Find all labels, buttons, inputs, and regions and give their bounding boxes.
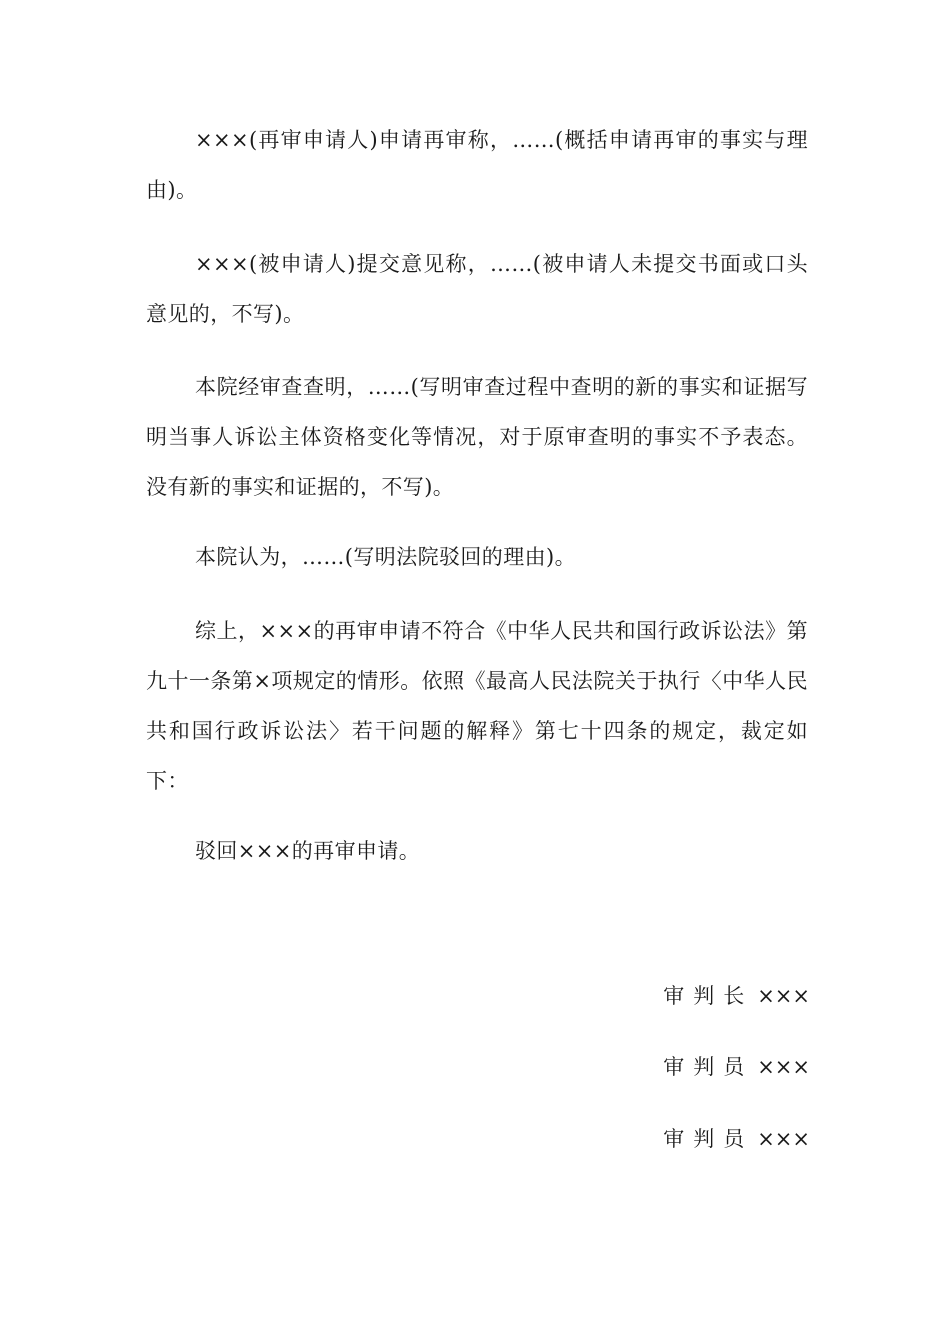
signature-judge-1 <box>663 1052 810 1082</box>
paragraph-legal-basis: 综上，×××的再审申请不符合《中华人民共和国行政诉讼法》第九十一条第×项规定的情形。依照《最高人民法院关于执行〈中华人民共和国行政诉讼法〉若干问题的解释》第七十四条的规定，裁定如下： <box>146 619 808 793</box>
paragraph-applicant-claims: ×××(再审申请人)申请再审称，……(概括申请再审的事实与理由)。 <box>146 128 808 202</box>
signature-role: 审判员 <box>663 1055 754 1079</box>
paragraph-court-reasoning: 本院认为，……(写明法院驳回的理由)。 <box>195 545 576 569</box>
signature-role: 审判长 <box>663 984 754 1008</box>
signature-name: ××× <box>757 984 810 1008</box>
signature-name: ××× <box>757 1127 810 1151</box>
paragraph-ruling: 驳回×××的再审申请。 <box>195 839 421 863</box>
paragraph-facts-found: 本院经审查查明，……(写明审查过程中查明的新的事实和证据写明当事人诉讼主体资格变化等情况，对于原审查明的事实不予表态。没有新的事实和证据的，不写)。 <box>146 375 808 499</box>
paragraph-respondent-opinion: ×××(被申请人)提交意见称，……(被申请人未提交书面或口头意见的，不写)。 <box>146 252 808 326</box>
signature-role: 审判员 <box>663 1127 754 1151</box>
signature-presiding-judge <box>663 981 810 1011</box>
signature-judge-2 <box>663 1124 810 1154</box>
signature-name: ××× <box>757 1055 810 1079</box>
